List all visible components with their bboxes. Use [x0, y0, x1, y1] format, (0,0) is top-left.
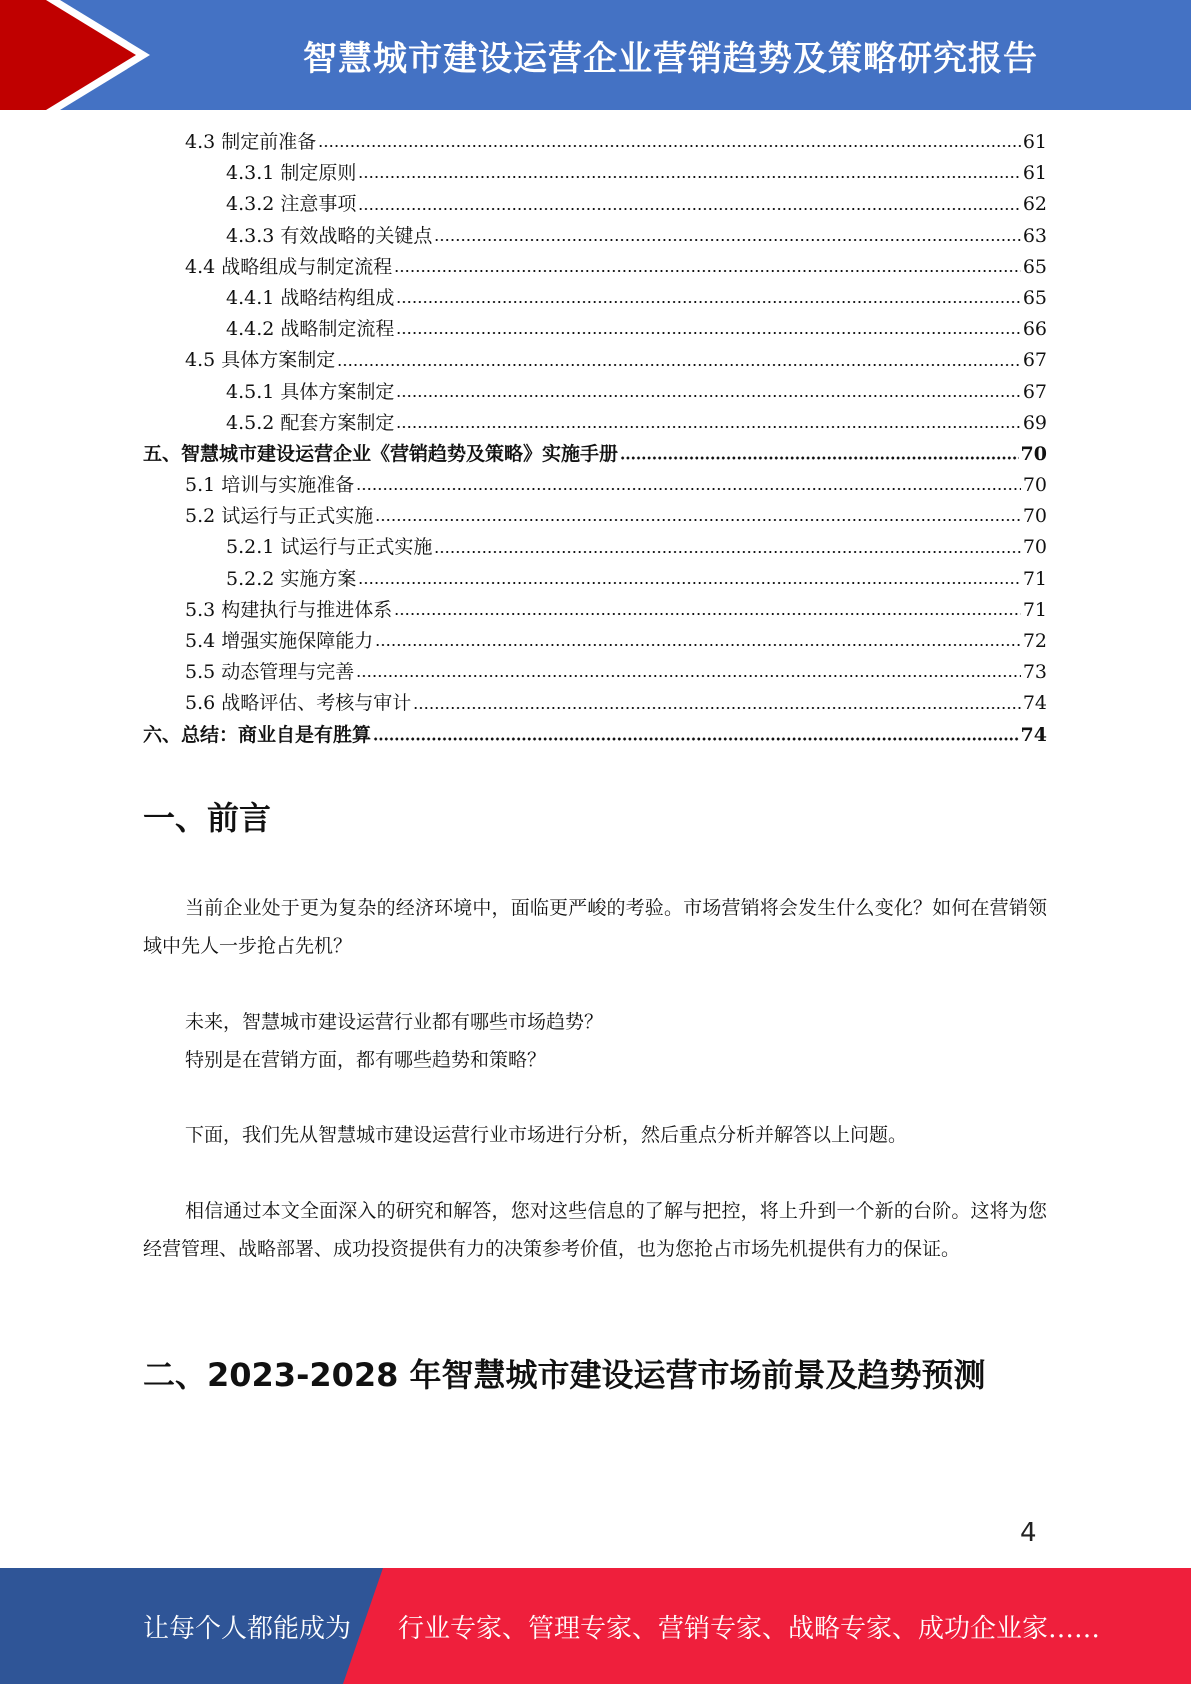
toc-entry-label: 5.5 动态管理与完善	[185, 661, 355, 684]
toc-dot-leader	[356, 674, 1021, 678]
toc-dot-leader	[413, 706, 1021, 710]
table-of-contents	[143, 127, 1047, 751]
preface-paragraph-1: 当前企业处于更为复杂的经济环境中，面临更严峻的考验。市场营销将会发生什么变化？如何在营销领域中先人一步抢占先机？	[143, 897, 1047, 957]
toc-entry-label: 4.3.2 注意事项	[226, 193, 357, 216]
toc-dot-leader	[318, 144, 1021, 148]
document-title: 智慧城市建设运营企业营销趋势及策略研究报告	[303, 38, 1038, 79]
toc-entry[interactable]	[143, 158, 1047, 189]
toc-dot-leader	[358, 175, 1020, 179]
toc-entry-label: 5.2 试运行与正式实施	[185, 505, 374, 528]
toc-entry[interactable]	[143, 127, 1047, 158]
footer-slogan-left: 让每个人都能成为	[143, 1613, 352, 1644]
toc-entry[interactable]	[143, 470, 1047, 501]
toc-entry-label: 4.4 战略组成与制定流程	[185, 255, 393, 278]
toc-entry[interactable]	[143, 657, 1047, 688]
toc-entry[interactable]	[143, 501, 1047, 532]
toc-dot-leader	[375, 518, 1021, 522]
toc-entry-page: 62	[1022, 193, 1047, 216]
toc-entry-page: 71	[1022, 567, 1047, 590]
preface-question-2: 特别是在营销方面，都有哪些趋势和策略？	[185, 1049, 547, 1071]
section-heading-preface: 一、前言	[143, 799, 272, 837]
toc-entry[interactable]	[143, 595, 1047, 626]
toc-entry-page: 67	[1022, 349, 1047, 372]
toc-entry-label: 5.1 培训与实施准备	[185, 474, 355, 497]
toc-entry[interactable]	[143, 221, 1047, 252]
footer-slogan-right: 行业专家、管理专家、营销专家、战略专家、成功企业家……	[398, 1613, 1101, 1644]
toc-entry-label: 4.4.2 战略制定流程	[226, 318, 395, 341]
toc-entry[interactable]	[143, 720, 1047, 751]
toc-entry-page: 70	[1022, 536, 1047, 559]
toc-dot-leader	[394, 612, 1021, 616]
section-heading-market-forecast: 二、2023-2028 年智慧城市建设运营市场前景及趋势预测	[143, 1356, 986, 1394]
preface-question-1: 未来，智慧城市建设运营行业都有哪些市场趋势？	[185, 1011, 604, 1033]
toc-entry-label: 4.5 具体方案制定	[185, 349, 336, 372]
toc-entry-page: 72	[1022, 630, 1047, 652]
toc-entry-label: 4.5.1 具体方案制定	[226, 380, 395, 403]
toc-entry-label: 六、总结：商业自是有胜算	[143, 723, 372, 746]
toc-entry-label: 4.3.3 有效战略的关键点	[226, 224, 433, 247]
toc-entry[interactable]	[143, 532, 1047, 563]
toc-entry-page: 61	[1022, 131, 1047, 153]
toc-dot-leader	[434, 550, 1020, 554]
toc-dot-leader	[356, 487, 1021, 491]
toc-entry[interactable]	[143, 189, 1047, 220]
toc-entry-label: 4.3.1 制定原则	[226, 162, 357, 185]
toc-entry-page: 70	[1022, 474, 1047, 497]
toc-entry-label: 5.3 构建执行与推进体系	[185, 598, 393, 621]
toc-dot-leader	[620, 456, 1019, 460]
toc-entry[interactable]	[143, 688, 1047, 719]
toc-entry-label: 4.3 制定前准备	[185, 131, 317, 153]
toc-entry[interactable]	[143, 283, 1047, 314]
preface-paragraph-3: 相信通过本文全面深入的研究和解答，您对这些信息的了解与把控，将上升到一个新的台阶。这将为您经营管理、战略部署、成功投资提供有力的决策参考价值，也为您抢占市场先机提供有力的保证。	[143, 1200, 1047, 1260]
toc-entry[interactable]	[143, 252, 1047, 283]
toc-entry[interactable]	[143, 439, 1047, 470]
toc-entry[interactable]	[143, 626, 1047, 657]
toc-entry-page: 69	[1022, 411, 1047, 434]
toc-dot-leader	[396, 425, 1020, 429]
toc-entry[interactable]	[143, 564, 1047, 595]
toc-dot-leader	[358, 207, 1020, 211]
toc-dot-leader	[375, 643, 1021, 647]
header-banner	[0, 0, 1191, 110]
toc-entry-page: 67	[1022, 380, 1047, 403]
toc-dot-leader	[396, 331, 1020, 335]
footer-banner	[0, 1568, 1191, 1684]
toc-entry-page: 70	[1020, 442, 1047, 465]
toc-entry-label: 4.5.2 配套方案制定	[226, 411, 395, 434]
toc-entry-label: 五、智慧城市建设运营企业《营销趋势及策略》实施手册	[143, 442, 619, 465]
toc-entry-label: 4.4.1 战略结构组成	[226, 286, 395, 309]
toc-dot-leader	[434, 238, 1020, 242]
toc-dot-leader	[394, 269, 1021, 273]
toc-entry-page: 73	[1022, 661, 1047, 684]
toc-entry[interactable]	[143, 377, 1047, 408]
preface-paragraph-2: 下面，我们先从智慧城市建设运营行业市场进行分析，然后重点分析并解答以上问题。	[185, 1124, 908, 1146]
toc-entry-page: 70	[1022, 505, 1047, 528]
toc-entry-page: 65	[1022, 286, 1047, 309]
toc-dot-leader	[358, 581, 1020, 585]
toc-entry-label: 5.2.1 试运行与正式实施	[226, 536, 433, 559]
toc-entry-page: 74	[1022, 692, 1047, 715]
page-number: 4	[1020, 1518, 1037, 1548]
toc-entry-page: 63	[1022, 224, 1047, 247]
toc-dot-leader	[396, 300, 1020, 304]
toc-dot-leader	[373, 737, 1019, 741]
toc-entry-label: 5.2.2 实施方案	[226, 567, 357, 590]
toc-entry-label: 5.4 增强实施保障能力	[185, 630, 374, 652]
toc-entry-page: 71	[1022, 598, 1047, 621]
toc-entry[interactable]	[143, 345, 1047, 376]
toc-entry[interactable]	[143, 314, 1047, 345]
toc-entry-page: 65	[1022, 255, 1047, 278]
toc-entry[interactable]	[143, 408, 1047, 439]
toc-entry-page: 61	[1022, 162, 1047, 185]
toc-dot-leader	[396, 394, 1020, 398]
toc-dot-leader	[337, 363, 1021, 367]
toc-entry-label: 5.6 战略评估、考核与审计	[185, 692, 412, 715]
toc-entry-page: 74	[1020, 723, 1047, 746]
toc-entry-page: 66	[1022, 318, 1047, 341]
